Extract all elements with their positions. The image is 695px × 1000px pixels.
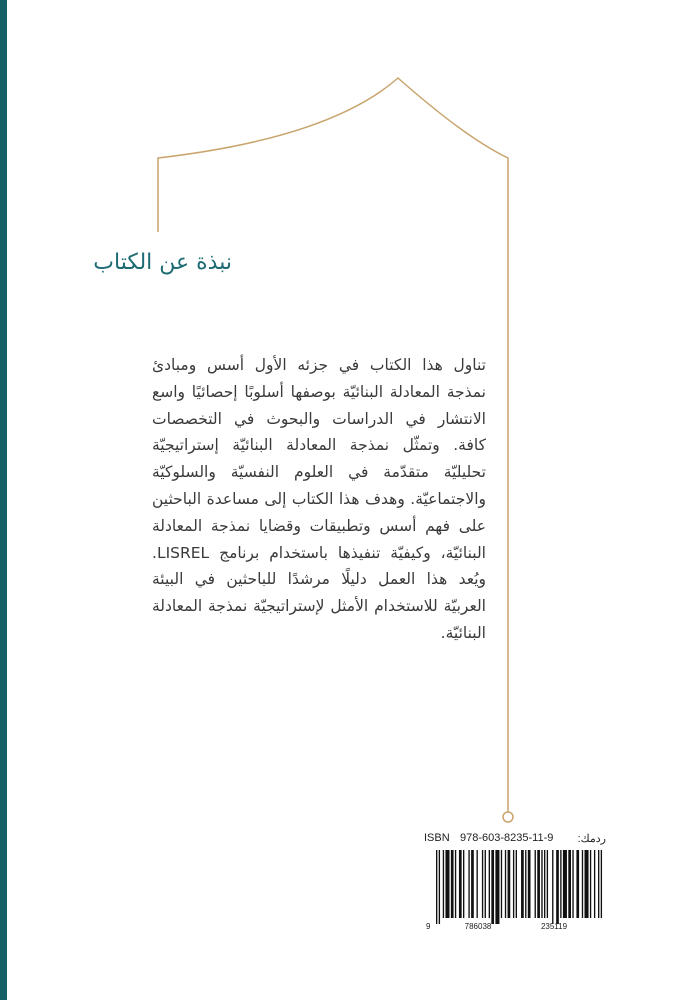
barcode-bar: [521, 850, 524, 918]
isbn-arabic-label: ردمك:: [577, 833, 606, 845]
barcode-bar: [445, 850, 449, 918]
barcode-bar: [590, 850, 591, 918]
barcode-bar: [501, 850, 502, 918]
barcode-bar: [436, 850, 437, 924]
barcode-bar: [516, 850, 517, 918]
barcode-bar: [505, 850, 506, 918]
barcode-bar: [594, 850, 595, 918]
barcode-bar: [485, 850, 486, 918]
barcode-bar: [556, 850, 559, 924]
barcode-bar: [528, 850, 531, 918]
barcode-bars: [436, 850, 602, 924]
barcode-lead-digit: 9: [426, 922, 431, 931]
barcode-bar: [451, 850, 454, 918]
barcode-bar: [468, 850, 469, 918]
barcode-bar: [560, 850, 561, 918]
barcode-left-digits: 786038: [464, 922, 492, 931]
barcode-bar: [535, 850, 536, 918]
isbn-line: [422, 832, 606, 848]
barcode-bar: [547, 850, 548, 918]
barcode-bar: [582, 850, 583, 918]
barcode-bar: [489, 850, 490, 918]
barcode-bar: [508, 850, 511, 918]
barcode-bar: [572, 850, 573, 918]
barcode-bar: [525, 850, 526, 918]
barcode-bar: [491, 850, 494, 924]
barcode-bar: [443, 850, 444, 918]
book-description: تناول هذا الكتاب في جزئه الأول أسس ومبادئ نمذجة المعادلة البنائيّة بوصفها أسلوبًا إحصائيًا واسع الانتشار في الدراسات والبحوث في التخصصات كافة. وتمثّل نمذجة المعادلة البنائيّة إستراتيجيّة تحليليّة متقدّمة في العلوم النفسيّة والسلوكيّة والاجتماعيّة. وهدف هذا الكتاب إلى مساعدة الباحثين على فهم أسس وتطبيقات وقضايا نمذجة المعادلة البنائيّة، وكيفيّة تنفيذها باستخدام برنامج LISREL. ويُعد هذا العمل دليلًا مرشدًا للباحثين في البيئة العربيّة للاستخدام الأمثل لإستراتيجيّة نمذجة المعادلة البنائيّة.: [152, 356, 486, 642]
barcode-bar: [585, 850, 589, 918]
frame-end-dot: [503, 812, 513, 822]
barcode-bar: [513, 850, 514, 918]
barcode-bar: [537, 850, 540, 918]
section-heading: نبذة عن الكتاب: [93, 250, 232, 275]
barcode-bar: [482, 850, 483, 918]
barcode-bar: [477, 850, 478, 918]
isbn-barcode: [422, 850, 606, 932]
barcode-bar: [552, 850, 553, 924]
barcode-bar: [439, 850, 440, 924]
barcode-bar: [598, 850, 599, 918]
barcode-bar: [541, 850, 542, 918]
barcode-bar: [455, 850, 456, 918]
barcode-bar: [459, 850, 462, 918]
barcode-bar: [463, 850, 464, 918]
barcode-right-digits: 235119: [540, 922, 568, 931]
barcode-bar: [495, 850, 499, 924]
isbn-number: 978-603-8235-11-9: [460, 832, 554, 844]
barcode-bar: [601, 850, 602, 918]
barcode-bar: [563, 850, 567, 918]
barcode-bar: [544, 850, 545, 918]
barcode-bar: [576, 850, 579, 918]
barcode-bar: [568, 850, 571, 918]
barcode-bar: [471, 850, 474, 918]
isbn-prefix: ISBN: [424, 832, 450, 844]
